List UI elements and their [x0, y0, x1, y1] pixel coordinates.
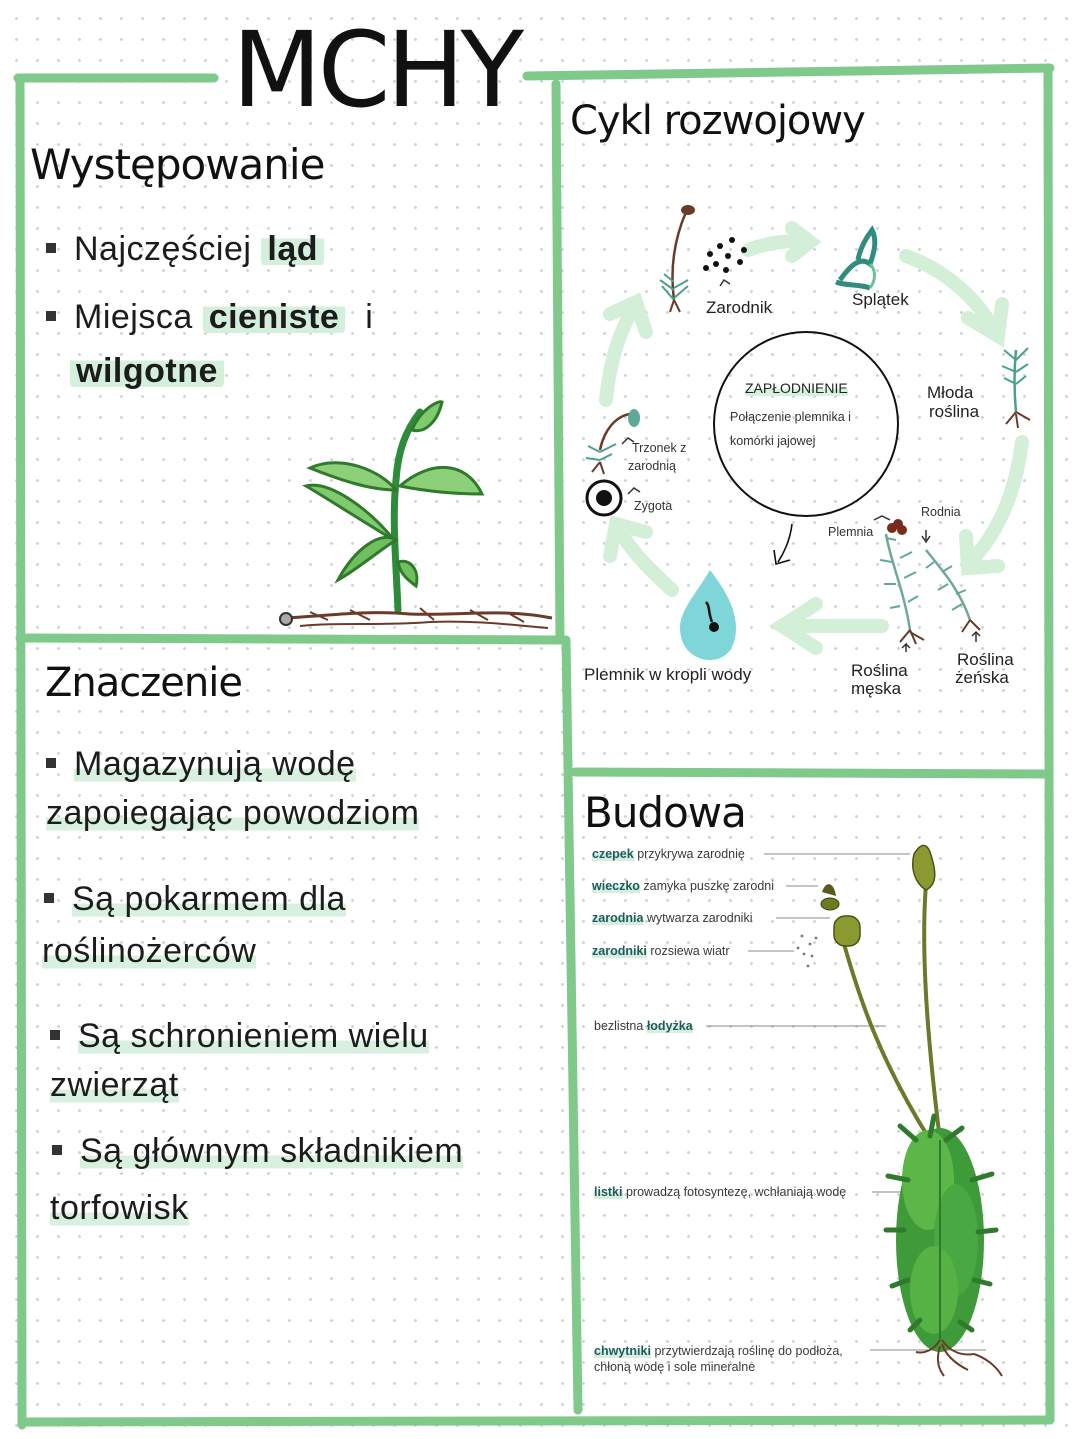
label-trzonek-2: zarodnią [628, 459, 676, 473]
wystepowanie-item-1: Najczęściej ląd [46, 230, 324, 269]
protonema-icon [836, 230, 875, 288]
znaczenie-item-4-line-2: torfowisk [50, 1189, 189, 1227]
page-title: MCHY [232, 9, 521, 131]
bullet-square-icon [46, 243, 56, 253]
znaczenie-item-2-line-1: Są pokarmem dla [44, 880, 346, 919]
highlight-cieniste: cieniste [203, 298, 346, 336]
budowa-label-lodyzka: bezlistna łodyżka [594, 1019, 693, 1033]
budowa-label-listki: listki prowadzą fotosyntezę, wchłaniają wodę [594, 1185, 847, 1199]
znaczenie-item-3-line-1: Są schronieniem wielu [50, 1017, 429, 1056]
section-heading-budowa: Budowa [584, 788, 746, 837]
znaczenie-item-1-line-2: zapoiegając powodziom [46, 794, 420, 832]
label-splatek: Splątek [852, 290, 909, 309]
label-zygota: Zygota [634, 499, 673, 513]
water-drop-icon [680, 570, 736, 660]
budowa-label-wieczko: wieczko zamyka puszkę zarodni [592, 879, 775, 893]
label-mloda-roslina-2: roślina [929, 402, 980, 421]
znaczenie-item-3-line-2: zwierząt [50, 1066, 179, 1104]
budowa-label-czepek: czepek przykrywa zarodnię [592, 847, 745, 861]
label-trzonek-1: Trzonek z [632, 441, 687, 455]
down-arrow-icon [774, 524, 792, 564]
section-heading-cykl: Cykl rozwojowy [570, 98, 865, 144]
young-plant-icon [1002, 348, 1030, 428]
pointer-arrow-icon [720, 280, 730, 286]
wystepowanie-item-2-cont [70, 352, 224, 391]
label-zarodnik: Zarodnik [706, 298, 773, 317]
spores-dots [797, 935, 818, 968]
spores-icon [703, 237, 747, 273]
bullet-square-icon [50, 1030, 60, 1040]
label-roslina-meska-2: męska [851, 679, 902, 698]
znaczenie-item-2-line-2: roślinożerców [42, 932, 257, 970]
pointer-arrow-icon [922, 530, 930, 542]
leafy-gametophyte [886, 1116, 996, 1352]
capsule-with-lid [821, 884, 860, 946]
znaczenie-item-1-line-1: Magazynują wodę [46, 745, 356, 784]
budowa-label-zarodniki: zarodniki rozsiewa wiatr [592, 944, 730, 958]
label-roslina-zenska-1: Roślina [957, 650, 1014, 669]
label-plemnik: Plemnik w kropli wody [584, 665, 752, 684]
seedling-illustration [270, 390, 560, 635]
budowa-label-chwytniki: chwytniki przytwierdzają roślinę do podłoża, chłoną wodę i sole mineralne [594, 1344, 843, 1375]
pointer-arrow-icon [972, 632, 980, 642]
pointer-arrow-icon [628, 488, 640, 494]
pointer-arrow-icon [874, 516, 890, 520]
label-rodnia: Rodnia [921, 505, 961, 519]
budowa-label-zarodnia: zarodnia wytwarza zarodniki [592, 911, 753, 925]
section-heading-znaczenie: Znaczenie [45, 660, 242, 706]
label-roslina-zenska-2: żeńska [955, 668, 1009, 687]
highlight-wilgotne: wilgotne [70, 352, 224, 390]
pointer-arrow-icon [902, 644, 910, 652]
sporophyte-icon [660, 205, 695, 312]
wystepowanie-item-2: Miejsca cieniste i [46, 298, 373, 337]
highlight-lad: ląd [261, 230, 324, 268]
label-zaplodnienie: ZAPŁODNIENIE [745, 380, 848, 396]
label-mloda-roslina-1: Młoda [927, 383, 974, 402]
znaczenie-item-4-line-1: Są głównym składnikiem [52, 1132, 463, 1171]
label-center-text-1: Połączenie plemnika i [730, 410, 851, 424]
bullet-square-icon [46, 758, 56, 768]
section-heading-wystepowanie: Występowanie [30, 140, 325, 189]
zygote-icon [587, 481, 621, 515]
bullet-square-icon [44, 893, 54, 903]
bullet-square-icon [46, 311, 56, 321]
calyptra-capsule [913, 845, 935, 890]
label-center-text-2: komórki jajowej [730, 434, 816, 448]
label-roslina-meska-1: Roślina [851, 661, 908, 680]
bullet-square-icon [52, 1145, 62, 1155]
label-plemnia: Plemnia [828, 525, 874, 539]
